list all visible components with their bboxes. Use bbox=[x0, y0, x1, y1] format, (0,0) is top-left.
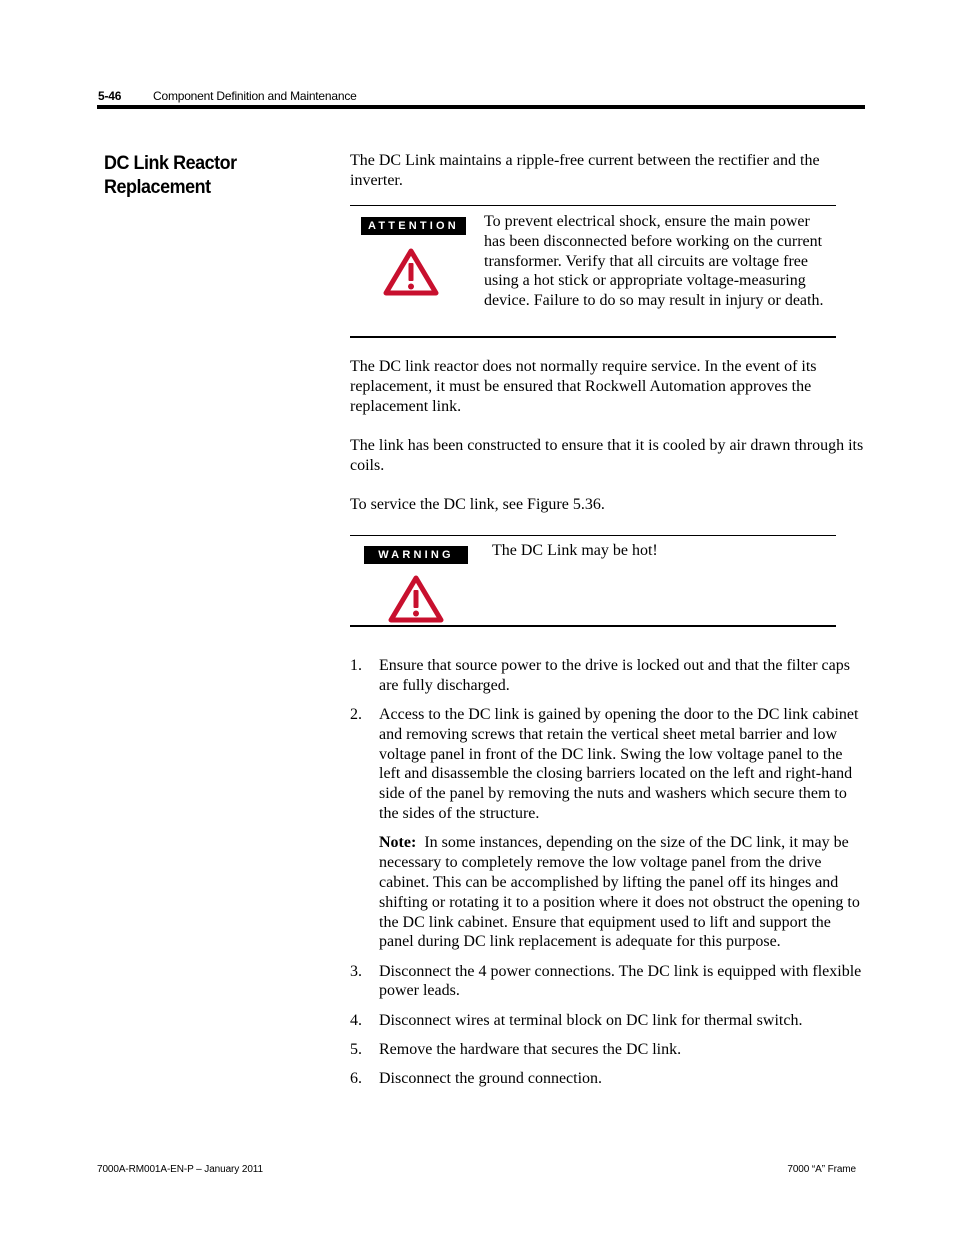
footer-document-id: 7000A-RM001A-EN-P – January 2011 bbox=[97, 1164, 263, 1175]
list-item bbox=[350, 705, 865, 952]
step-note bbox=[379, 833, 865, 952]
running-title: Component Definition and Maintenance bbox=[153, 89, 357, 103]
list-item bbox=[350, 1069, 865, 1089]
page-header bbox=[97, 88, 865, 110]
list-item bbox=[350, 1040, 865, 1060]
warning-callout bbox=[350, 535, 836, 627]
attention-callout bbox=[350, 205, 836, 338]
step-number: 3. bbox=[350, 962, 362, 980]
note-label: Note: bbox=[379, 834, 417, 852]
note-text: In some instances, depending on the size of the DC link, it may be necessary to completely remove the low voltage panel from the drive cabinet. This can be accomplished by lifting the panel off its hinges and shifting or rotating it to a position where it does not obstruct the opening to the DC link cabinet. Ensure that equipment used to lift and support the panel during DC link replacement is adequate for this purpose. bbox=[379, 834, 860, 951]
warning-label: WARNING bbox=[364, 546, 468, 564]
cooling-paragraph: The link has been constructed to ensure that it is cooled by air drawn through its coils. bbox=[350, 437, 864, 474]
attention-label: ATTENTION bbox=[361, 217, 466, 235]
procedure-steps bbox=[350, 656, 865, 1099]
section-heading bbox=[104, 151, 306, 199]
intro-paragraph: The DC Link maintains a ripple-free current between the rectifier and the inverter. bbox=[350, 152, 820, 189]
step-text: Disconnect the ground connection. bbox=[379, 1070, 603, 1088]
list-item bbox=[350, 1011, 865, 1031]
step-text: Disconnect the 4 power connections. The DC link is equipped with flexible power leads. bbox=[379, 962, 862, 1000]
step-number: 5. bbox=[350, 1041, 362, 1059]
page-number: 5-46 bbox=[98, 89, 122, 103]
step-number: 4. bbox=[350, 1011, 362, 1029]
step-text: Ensure that source power to the drive is locked out and that the filter caps are fully discharged. bbox=[379, 657, 850, 694]
figure-reference-paragraph: To service the DC link, see Figure 5.36. bbox=[350, 496, 605, 513]
footer-product-name: 7000 “A” Frame bbox=[787, 1164, 856, 1175]
step-number: 2. bbox=[350, 706, 362, 724]
section-heading-line2: Replacement bbox=[104, 176, 211, 198]
warning-text: The DC Link may be hot! bbox=[492, 542, 658, 559]
attention-text: To prevent electrical shock, ensure the main power has been disconnected before working on the current transformer. Verify that all circuits are voltage free using a hot stick or appropriate voltage-measuring device. Failure to do so may result in injury or death. bbox=[484, 213, 824, 310]
step-number: 1. bbox=[350, 657, 362, 674]
service-paragraph: The DC link reactor does not normally require service. In the event of its replacement, it must be ensured that Rockwell Automation approves the replacement link. bbox=[350, 358, 817, 415]
step-number: 6. bbox=[350, 1070, 362, 1088]
warning-triangle-icon bbox=[388, 574, 444, 628]
header-rule bbox=[97, 105, 865, 109]
list-item bbox=[350, 962, 865, 1002]
section-heading-line1: DC Link Reactor bbox=[104, 152, 237, 174]
warning-triangle-icon bbox=[383, 247, 439, 301]
step-text: Access to the DC link is gained by opening the door to the DC link cabinet and removing screws that retain the vertical sheet metal barrier and low voltage panel in front of the DC link. Swing the low voltage panel to the left and disassemble the closing barriers located on the left and right-hand side of the panel by removing the nuts and washers which secure them to the sides of the structure. bbox=[379, 706, 859, 823]
step-text: Remove the hardware that secures the DC link. bbox=[379, 1041, 682, 1059]
list-item bbox=[350, 656, 865, 696]
step-text: Disconnect wires at terminal block on DC link for thermal switch. bbox=[379, 1011, 803, 1029]
